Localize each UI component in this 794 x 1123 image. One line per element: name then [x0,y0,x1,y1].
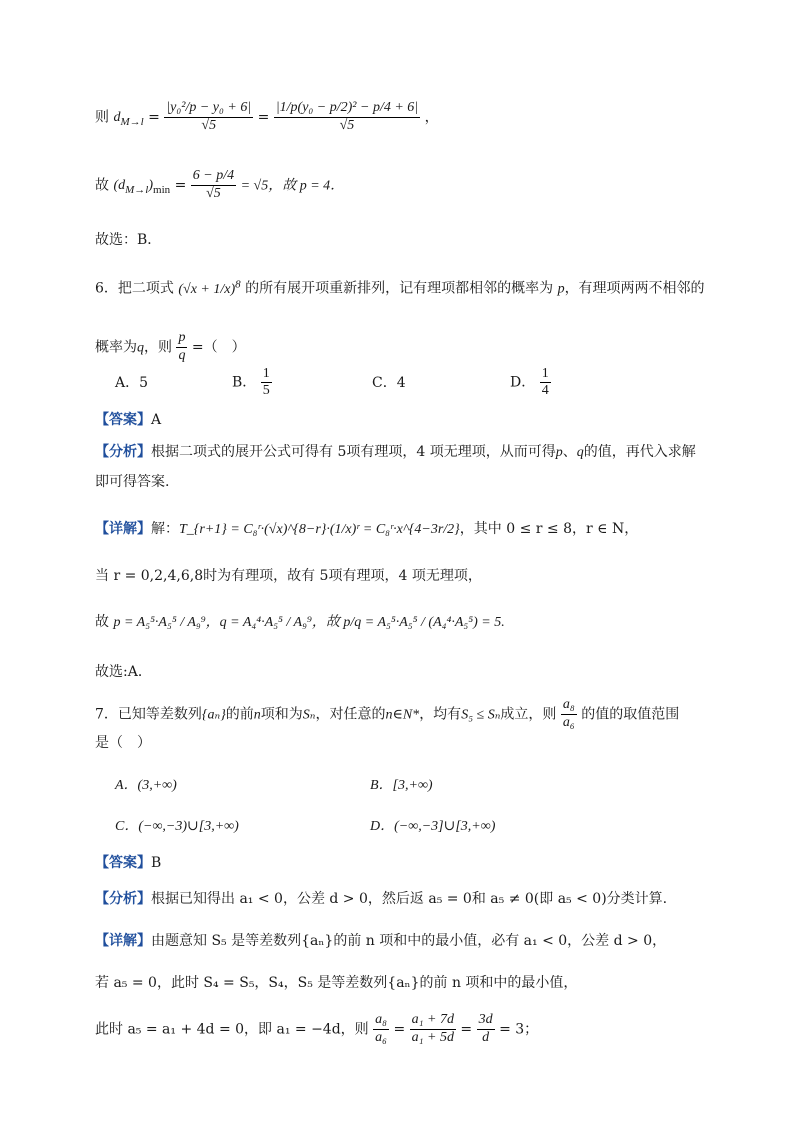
q7-stem-line2: 是（ ） [95,735,151,751]
p-over-q: $\frac{p}{q}$ [178,330,186,363]
text: ，则 [144,339,172,356]
q7-option-c: C．(−∞,−3)∪[3,+∞) [115,819,239,834]
q6-option-b: B． $\frac{1}{5}$ [232,366,270,398]
q7-option-d: D．(−∞,−3]∪[3,+∞) [370,819,496,834]
text: 由题意知 S₅ 是等差数列{aₙ}的前 n 项和中的最小值，必有 a₁ < 0，公差 d > 0， [151,933,667,949]
q6-detail-line1 [95,521,638,539]
detail-tag: 【详解】 [95,933,151,949]
text: 的所有展开项重新排列，记有理项都相邻的概率为 [245,280,554,297]
s5-choice: 故选：B． [95,232,162,248]
analysis-tag: 【分析】 [95,891,151,907]
a8-over-a6: $\frac{\text{a₈}}{\text{a₆}}$ [562,697,575,730]
q6-analysis-line2: 即可得答案. [95,474,170,490]
detail-tag: 【详解】 [95,521,151,537]
text: 故 [95,614,109,630]
text: 6．把二项式 [95,280,174,297]
q6-stem-line1 [95,278,705,298]
var-q: q [576,445,584,460]
q6-answer [95,412,161,429]
text: = 3； [499,1021,539,1038]
distance-fraction-2: $\frac{\text{|1/p(y₀ − p/2)² − p/4 + 6|}}{√5}$ [275,100,419,133]
text: 概率为 [95,339,137,356]
text: 根据已知得出 a₁ < 0，公差 d > 0，然后返 a₅ = 0和 a₅ ≠ 0(即 a₅ < 0)分类计算. [151,891,668,907]
q6-analysis-line1 [95,444,696,462]
text: ，其中 0 ≤ r ≤ 8，r ∈ N， [459,521,639,537]
ratio-frac-3: $\frac{3d}{d}$ [478,1012,493,1045]
text: 此时 a₅ = a₁ + 4d = 0，即 a₁ = −4d，则 [95,1021,369,1038]
answer-value: A [151,412,162,428]
binomial-expression: $(√x + 1/x)^8$ [178,278,241,297]
q7-detail-line2: 若 a₅ = 0，此时 S₄ = S₅，S₄，S₅ 是等差数列{aₙ}的前 n 项和中的最小值， [95,975,578,991]
text: =（ ） [191,339,246,356]
q7-option-a: A．(3,+∞) [115,778,177,793]
q7-answer [95,855,161,872]
q6-detail-line2: 当 r = 0,2,4,6,8时为有理项，故有 5项有理项，4 项无理项， [95,568,482,584]
q6-detail-line3 [95,614,505,632]
text: 根据二项式的展开公式可得有 5项有理项，4 项无理项，从而可得 [151,444,556,460]
s5-distance-line: 则 $d_{M\to l}$ = $\frac{\text{|y₀²/p − y₀ + 6|}}{√5}$ = $\frac{\text{|1/p(y₀ − p/2)² − p/4 + 6|}}{√5}$ ， [95,100,439,133]
q6-stem-line2 [95,330,246,365]
s5-min-line: 故 $(d_{M\to l})_{min}$ = $\frac{6 - p/4}{√5}$ = √5，故 p = 4． [95,168,345,201]
ratio-formula: ，故 p/q = A₅⁵·A₅⁵ / (A₄⁴·A₅⁵) = 5. [311,615,505,630]
var-p: p [557,281,565,297]
text: = √5，故 p = 4． [240,178,345,194]
general-term-formula: T_{r+1} = C₈ʳ·(√x)^{8−r}·(1/x)ʳ = C₈ʳ·x^{4−3r/2} [179,522,460,537]
ratio-frac-2: $\frac{\text{a₁ + 7d}}{\text{a₁ + 5d}}$ [411,1012,454,1045]
analysis-tag: 【分析】 [95,444,151,460]
ratio-frac-1: $\frac{\text{a₈}}{\text{a₆}}$ [375,1012,388,1045]
text: ，有理项两两不相邻的 [564,280,705,297]
text: 解： [151,521,179,537]
distance-symbol: $d_{M\to l}$ [113,110,144,129]
q7-analysis [95,891,667,908]
q6-option-a: A．5 [115,375,149,391]
answer-value: B [151,855,162,871]
q7-detail-line1 [95,933,666,950]
q-formula: ，q = A₄⁴·A₅⁵ / A₉⁹ [205,615,312,630]
q7-detail-line3: 此时 a₅ = a₁ + 4d = 0，即 a₁ = −4d，则 $\frac{\text{a₈}}{\text{a₆}}$ = $\frac{\text{a₁ + 7d}}{\text{a₁ + 5d}}$ = $\frac{3d}{d}$ = 3； [95,1012,539,1045]
var-q: q [137,340,144,356]
text: ， [424,109,439,126]
answer-tag: 【答案】 [95,412,151,428]
answer-tag: 【答案】 [95,855,151,871]
text: 则 [95,109,109,126]
distance-fraction-1: $\frac{\text{|y₀²/p − y₀ + 6|}}{√5}$ [166,100,252,133]
text: 的值，再代入求解 [583,444,696,460]
min-fraction: $\frac{6 - p/4}{√5}$ [192,168,235,201]
q6-choice: 故选:A． [95,664,152,680]
q6-option-d: D． $\frac{1}{4}$ [510,366,549,398]
text: 、 [562,444,577,460]
min-distance-symbol: $(d_{M\to l})_{min}$ [113,178,171,197]
text: 故 [95,177,109,194]
p-formula: p = A₅⁵·A₅⁵ / A₉⁹ [113,615,206,630]
q6-option-c: C．4 [372,375,406,391]
q7-option-b: B．[3,+∞) [370,778,433,793]
var-p: p [555,445,563,460]
q7-stem-line1: 7．已知等差数列{aₙ}的前n项和为Sₙ，对任意的n∈N*，均有S₅ ≤ Sₙ成立，则 $\frac{\text{a₈}}{\text{a₆}}$ 的值的取值范围 [95,697,680,730]
